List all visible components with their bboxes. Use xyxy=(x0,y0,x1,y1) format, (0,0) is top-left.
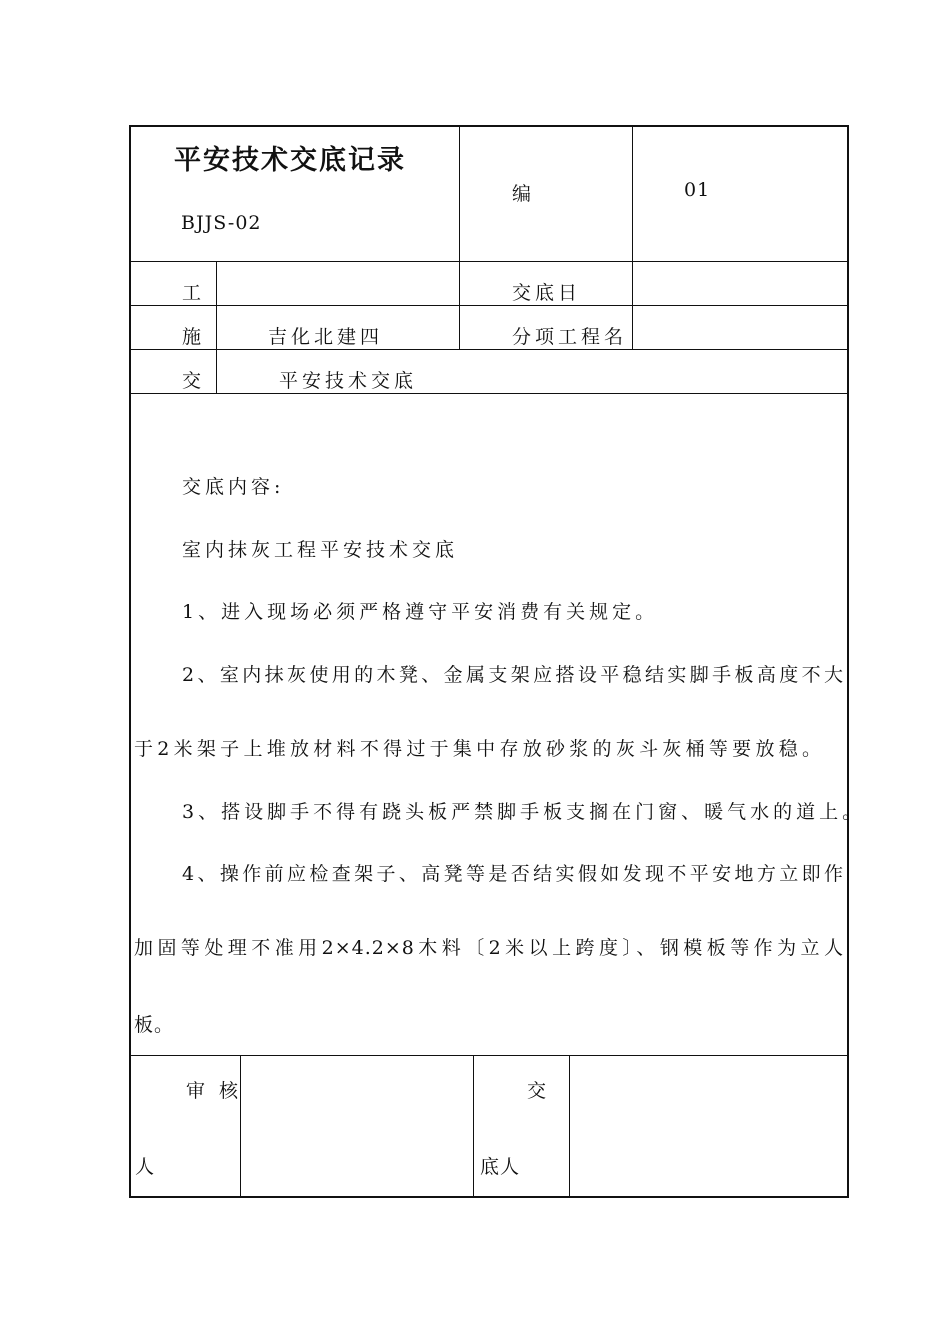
reviewer-label: 审 核 xyxy=(186,1080,243,1102)
date-label: 交底日 xyxy=(512,282,582,304)
handover-label: 交 xyxy=(182,370,203,392)
form-code: BJJS-02 xyxy=(181,212,262,234)
divider xyxy=(632,125,633,349)
construction-label: 施 xyxy=(182,326,203,348)
content-item-1: 1、进入现场必须严格遵守平安消费有关规定。 xyxy=(182,601,659,623)
content-item-4-line-2: 加固等处理不准用2×4.2×8木料〔2米以上跨度〕、钢模板等作为立人 xyxy=(134,937,844,959)
reviewer-label-cont: 人 xyxy=(135,1156,156,1178)
content-item-2-line-1: 2、室内抹灰使用的木凳、金属支架应搭设平稳结实脚手板高度不大 xyxy=(182,664,844,686)
divider xyxy=(129,393,849,394)
subitem-label: 分项工程名 xyxy=(512,326,628,348)
divider xyxy=(129,1055,849,1056)
content-item-3: 3、搭设脚手不得有跷头板严禁脚手板支搁在门窗、暖气水的道上。 xyxy=(182,801,866,823)
content-item-4-line-3: 板。 xyxy=(134,1014,175,1036)
content-item-2-line-2: 于2米架子上堆放材料不得过于集中存放砂浆的灰斗灰桶等要放稳。 xyxy=(134,738,822,760)
divider xyxy=(129,305,849,306)
construction-value: 吉化北建四 xyxy=(268,326,384,348)
content-subtitle: 室内抹灰工程平安技术交底 xyxy=(182,539,459,561)
content-heading: 交底内容: xyxy=(182,476,285,498)
handover-person-label-cont: 底人 xyxy=(480,1156,521,1178)
divider xyxy=(129,261,849,262)
number-value: 01 xyxy=(684,179,711,201)
handover-person-label: 交 xyxy=(527,1080,548,1102)
project-label: 工 xyxy=(182,282,203,304)
divider xyxy=(473,1055,474,1198)
divider xyxy=(459,125,460,349)
divider xyxy=(216,261,217,393)
number-label: 编 xyxy=(512,183,533,205)
divider xyxy=(569,1055,570,1198)
content-item-4-line-1: 4、操作前应检查架子、高凳等是否结实假如发现不平安地方立即作 xyxy=(182,863,844,885)
divider xyxy=(129,349,849,350)
document-title: 平安技术交底记录 xyxy=(174,145,406,176)
handover-value: 平安技术交底 xyxy=(279,370,418,392)
